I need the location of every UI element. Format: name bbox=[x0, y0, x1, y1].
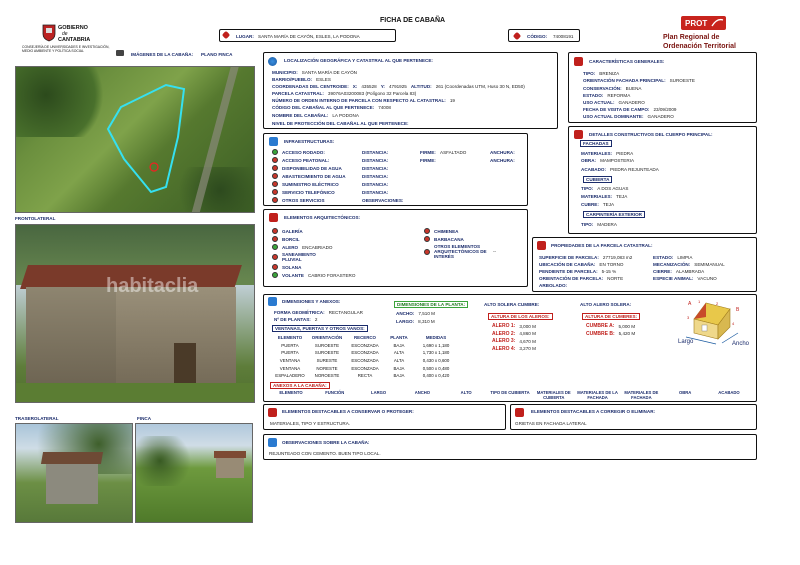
alturas-aleros-tag: ALTURA DE LOS ALEROS: bbox=[488, 313, 553, 320]
codigo-value: 74008191 bbox=[553, 33, 574, 39]
barrio-value: ESLES bbox=[316, 77, 331, 82]
arq-item bbox=[272, 244, 332, 250]
alero-row bbox=[492, 331, 536, 337]
status-dot-icon bbox=[272, 264, 278, 270]
infra-anchura-label: ANCHURA: bbox=[490, 158, 515, 163]
cubierta-tag: CUBIERTA bbox=[583, 176, 612, 183]
table-cell: VENTANA bbox=[279, 365, 301, 371]
table-cell: ALTA bbox=[393, 350, 405, 356]
gen-fecha-label: FECHA DE VISITA DE CAMPO: bbox=[583, 107, 650, 112]
table-cell: 1,690 x 1,180 bbox=[422, 342, 450, 348]
infra-distancia-label: DISTANCIA: bbox=[362, 158, 389, 163]
nivel-label: NIVEL DE PROTECCIÓN DEL CABAÑAL AL QUE PERTENECE: bbox=[272, 121, 409, 126]
corregir-title: ELEMENTOS DESTACABLES A CORREGIR O ELIMINAR: bbox=[531, 409, 656, 414]
traserolateral-label: TRASEROLATERAL bbox=[15, 416, 59, 421]
anexos-header-cell: ACABADO bbox=[718, 390, 740, 395]
barrio-label: BARRIO/PUEBLO: bbox=[272, 77, 313, 82]
plano-label: PLANO FINCA bbox=[201, 52, 233, 57]
constructivos-section bbox=[568, 126, 757, 234]
gen-orient-label: ORIENTACIÓN FACHADA PRINCIPAL: bbox=[583, 78, 666, 83]
alero-value: 4,670 M bbox=[519, 338, 536, 344]
infra-label: DISPONIBILIDAD DE AGUA bbox=[282, 165, 342, 171]
diag-label-a: A bbox=[688, 301, 692, 307]
fachadas-tag: FACHADAS bbox=[580, 140, 612, 147]
arquitectonicos-section bbox=[263, 209, 528, 287]
traserolateral-photo bbox=[15, 423, 133, 523]
arq-label: ALERO bbox=[282, 244, 299, 250]
gen-tipo-label: TIPO: bbox=[583, 71, 596, 76]
conservar-title: ELEMENTOS DESTACABLES A CONSERVAR O PROTEGER: bbox=[282, 409, 414, 414]
corregir-value: GRIETAS EN FACHADA LATERAL bbox=[515, 421, 587, 426]
infra-row bbox=[272, 149, 325, 155]
status-dot-icon bbox=[272, 149, 278, 155]
arq-value: CABRIO FORASTERO bbox=[307, 272, 356, 278]
observaciones-section bbox=[263, 434, 757, 460]
status-dot-icon bbox=[424, 249, 430, 255]
par-estado-label: ESTADO: bbox=[653, 255, 674, 260]
table-row bbox=[272, 349, 458, 357]
par-orient-value: NORTE bbox=[607, 276, 624, 281]
table-cell: BAJA bbox=[393, 365, 405, 371]
esp-label: ESPECIE ANIMAL: bbox=[653, 276, 694, 281]
infra-label: SUMINISTRO ELÉCTRICO bbox=[282, 181, 339, 187]
largo-value: 8,310 M bbox=[418, 319, 435, 324]
cub-mat-value: TEJA bbox=[616, 194, 628, 199]
lugar-label: LUGAR: bbox=[236, 33, 254, 39]
infra-row bbox=[272, 157, 329, 163]
table-cell: ALTA bbox=[393, 358, 405, 364]
alero-row bbox=[492, 346, 536, 352]
alero-label: ALERO 1: bbox=[492, 323, 516, 329]
table-cell: SURESTE bbox=[316, 358, 338, 364]
diag-ancho-label: Ancho bbox=[732, 341, 750, 347]
parcel-icon bbox=[537, 241, 546, 250]
gov-line3: CANTABRIA bbox=[58, 37, 91, 43]
table-header-cell: RECERCO bbox=[354, 335, 376, 341]
cierre-value: ALAMBRADA bbox=[675, 269, 705, 274]
solera-cumbre-label: ALTO SOLERA CUMBRE: bbox=[484, 302, 540, 307]
anexos-header-cell: MATERIALES DE FACHADA bbox=[624, 390, 659, 400]
gov-line2: de bbox=[62, 31, 68, 37]
coat-of-arms-icon bbox=[42, 24, 56, 42]
infra-row bbox=[272, 197, 325, 203]
diag-label-3: 3 bbox=[687, 315, 690, 320]
ancho-value: 7,510 M bbox=[418, 311, 435, 316]
gov-line1: GOBIERNO bbox=[58, 25, 88, 31]
codigo-box bbox=[508, 29, 580, 42]
largo-label: LARGO: bbox=[396, 319, 415, 324]
gen-cons-label: CONSERVACIÓN: bbox=[583, 86, 622, 91]
table-cell: ESPALADERO bbox=[275, 373, 305, 379]
par-orient-label: ORIENTACIÓN DE PARCELA: bbox=[539, 276, 604, 281]
prot-badge-text: PROT bbox=[685, 19, 708, 28]
table-cell: 1,730 x 1,180 bbox=[422, 350, 450, 356]
status-dot-icon bbox=[272, 244, 278, 250]
orden-value: 19 bbox=[449, 98, 455, 103]
localizacion-title: LOCALIZACIÓN GEOGRÁFICA Y CATASTRAL AL QUE PERTENECE: bbox=[284, 58, 433, 63]
infra-label: ACCESO RODADO: bbox=[282, 149, 325, 155]
gov-sub2: MEDIO AMBIENTE Y POLÍTICA SOCIAL bbox=[22, 49, 84, 53]
column-icon bbox=[269, 213, 278, 222]
gen-cons-value: BUENA bbox=[625, 86, 642, 91]
table-cell: SUROESTE bbox=[314, 350, 340, 356]
alero-label: ALERO 3: bbox=[492, 338, 516, 344]
dimplanta-tag: DIMENSIONES DE LA PLANTA: bbox=[394, 301, 468, 308]
status-dot-icon bbox=[272, 236, 278, 242]
status-dot-icon bbox=[272, 157, 278, 163]
arq-item bbox=[272, 264, 301, 270]
finca-label: FINCA bbox=[137, 416, 152, 421]
arq-label: SOLANA bbox=[282, 264, 302, 270]
table-cell: NOROESTE bbox=[314, 373, 340, 379]
table-cell: SUROESTE bbox=[314, 342, 340, 348]
corregir-section bbox=[510, 404, 757, 430]
carp-tipo-value: MADERA bbox=[597, 222, 617, 227]
fach-obra-label: OBRA: bbox=[581, 158, 597, 163]
warning-icon bbox=[515, 408, 524, 417]
gen-uso-label: USO ACTUAL: bbox=[583, 100, 615, 105]
alero-label: ALERO 4: bbox=[492, 345, 516, 352]
cierre-label: CIERRE: bbox=[653, 269, 672, 274]
alt-label: ALTITUD: bbox=[410, 84, 432, 89]
infra-row bbox=[272, 181, 339, 187]
status-dot-icon bbox=[272, 197, 278, 203]
parcela-label: PARCELA CATASTRAL: bbox=[272, 91, 324, 96]
nombre-value: LA PODONA bbox=[332, 113, 359, 118]
table-cell: 0,500 x 0,480 bbox=[422, 365, 450, 371]
alero-value: 4,860 M bbox=[519, 331, 536, 336]
table-row bbox=[272, 357, 458, 365]
municipio-value: SANTA MARÍA DE CAYÓN bbox=[301, 70, 358, 75]
x-value: 435528 bbox=[361, 84, 377, 89]
municipio-label: MUNICIPIO: bbox=[272, 70, 298, 75]
ancho-label: ANCHO: bbox=[396, 311, 415, 316]
road-icon bbox=[269, 137, 278, 146]
anexos-header-cell: OBRA bbox=[679, 390, 692, 395]
nombre-label: NOMBRE DEL CABAÑAL: bbox=[272, 113, 329, 118]
ruler-icon bbox=[268, 297, 277, 306]
arq-label: VOLANTE bbox=[282, 272, 304, 278]
world-icon bbox=[268, 57, 277, 66]
gen-orient-value: SUROESTE bbox=[669, 78, 695, 83]
fach-obra-value: MAMPOSTERIA bbox=[600, 158, 635, 163]
anexos-header-cell: MATERIALES DE LA FACHADA bbox=[577, 390, 618, 400]
arq-item bbox=[272, 236, 300, 242]
infra-label: ACCESO PEATONAL: bbox=[282, 157, 330, 163]
infra-row bbox=[272, 189, 335, 195]
status-dot-icon bbox=[272, 228, 278, 234]
anexos-header-cell: ALTO bbox=[460, 390, 472, 395]
lugar-value: SANTA MARÍA DE CAYÓN, ESLES, LA PODONA bbox=[258, 33, 360, 39]
plantas-label: Nº DE PLANTAS: bbox=[274, 317, 311, 322]
infra-title: INFRAESTRUCTURAS: bbox=[284, 139, 335, 144]
arq-label: BARBACANA bbox=[434, 236, 464, 242]
camera-icon bbox=[116, 50, 124, 56]
alero-row bbox=[492, 338, 536, 344]
fach-mat-value: PIEDRA bbox=[616, 151, 634, 156]
prot-swoosh-icon bbox=[711, 18, 724, 28]
codigo-label: CÓDIGO: bbox=[527, 33, 548, 39]
parcela-title: PROPIEDADES DE LA PARCELA CATASTRAL: bbox=[551, 243, 653, 248]
infra-distancia-label: OBSERVACIONES: bbox=[362, 198, 404, 203]
infra-label: OTROS SERVICIOS bbox=[282, 197, 325, 203]
anexos-tag: ANEXOS A LA CABAÑA: bbox=[270, 382, 330, 389]
gen-dom-label: USO ACTUAL DOMINANTE: bbox=[583, 114, 644, 119]
infra-distancia-label: DISTANCIA: bbox=[362, 190, 389, 195]
table-header-cell: ELEMENTO bbox=[277, 335, 303, 341]
cumbre-row bbox=[586, 331, 635, 337]
arquitectonicos-title: ELEMENTOS ARQUITECTÓNICOS: bbox=[284, 215, 361, 220]
infra-distancia-label: DISTANCIA: bbox=[362, 174, 389, 179]
gen-estado-label: ESTADO: bbox=[583, 93, 604, 98]
alero-label: ALERO 2: bbox=[492, 330, 516, 337]
table-cell: ESCONZADA bbox=[351, 342, 379, 348]
status-dot-icon bbox=[272, 189, 278, 195]
parcel-outline bbox=[16, 67, 255, 213]
x-label: X: bbox=[352, 84, 358, 89]
table-cell: ESCONZADA bbox=[351, 358, 379, 364]
arq-value: ENCABRIADO bbox=[302, 244, 333, 250]
orden-label: NÚMERO DE ORDEN INTERNO DE PARCELA CON RESPECTO AL CATASTRAL: bbox=[272, 98, 446, 103]
status-dot-icon bbox=[272, 272, 278, 278]
arq-item bbox=[424, 228, 459, 234]
y-label: Y: bbox=[380, 84, 385, 89]
status-dot-icon bbox=[272, 254, 278, 260]
alero-row bbox=[492, 323, 536, 329]
pend-label: PENDIENTE DE PARCELA: bbox=[539, 269, 598, 274]
arq-label: OTROS ELEMENTOS ARQUITECTÓNICOS DE INTERÉS bbox=[434, 244, 487, 259]
fach-acab-label: ACABADO: bbox=[581, 167, 607, 172]
parcela-section bbox=[532, 237, 757, 292]
diag-largo-label: Largo bbox=[678, 339, 694, 345]
dimensiones-title: DIMENSIONES Y ANEXOS: bbox=[282, 299, 341, 304]
diag-label-4: 4 bbox=[732, 321, 735, 326]
gen-tipo-value: BRENIZA bbox=[599, 71, 620, 76]
cub-tipo-value: A DOS AGUAS bbox=[597, 186, 629, 191]
gen-dom-value: GANADERO bbox=[647, 114, 674, 119]
carp-tipo-label: TIPO: bbox=[581, 222, 594, 227]
gov-logo bbox=[22, 24, 112, 54]
cumbre-value: 5,420 M bbox=[618, 331, 636, 336]
cub-cubre-label: CUBRE: bbox=[581, 202, 599, 207]
observaciones-title: OBSERVACIONES SOBRE LA CABAÑA: bbox=[282, 440, 370, 445]
frontolateral-label: FRONTOLATERAL bbox=[15, 216, 56, 221]
plantas-value: 2 bbox=[314, 317, 318, 322]
generales-title: CARACTERÍSTICAS GENERALES: bbox=[589, 59, 665, 64]
esp-value: VACUNO bbox=[697, 276, 717, 281]
generales-section bbox=[568, 52, 757, 123]
mec-label: MECANIZACIÓN: bbox=[653, 262, 691, 267]
sup-value: 27719,083 m2 bbox=[602, 255, 633, 260]
infra-label: ABASTECIMIENTO DE AGUA bbox=[282, 173, 346, 179]
conservar-section bbox=[263, 404, 506, 430]
arq-item bbox=[272, 272, 355, 278]
arq-value: -- bbox=[493, 249, 497, 254]
infra-firme-value: ASFALTADO bbox=[440, 150, 467, 155]
table-cell: 0,430 x 0,600 bbox=[422, 358, 450, 364]
infra-anchura-label: ANCHURA: bbox=[490, 150, 515, 155]
status-dot-icon bbox=[424, 228, 430, 234]
prot-line1: Plan Regional de bbox=[663, 34, 720, 41]
arq-label: BORCIL bbox=[282, 236, 300, 242]
coord-label: COORDENADAS DEL CENTROIDE: bbox=[272, 84, 349, 89]
table-header-cell: ORIENTACIÓN bbox=[311, 335, 343, 341]
table-cell: BAJA bbox=[393, 373, 405, 379]
diag-label-b: B bbox=[736, 307, 740, 313]
par-estado-value: LIMPIA bbox=[677, 255, 693, 260]
diag-label-2: 2 bbox=[716, 301, 719, 306]
shield-icon bbox=[268, 408, 277, 417]
infra-distancia-label: DISTANCIA: bbox=[362, 150, 389, 155]
table-row bbox=[272, 364, 458, 372]
codigo-cabanal-label: CÓDIGO DEL CABAÑAL AL QUE PERTENECE: bbox=[272, 105, 375, 110]
conservar-value: MATERIALES, TIPO Y ESTRUCTURA. bbox=[270, 421, 351, 426]
cumbre-label: CUMBRE A: bbox=[586, 323, 615, 329]
bricks-icon bbox=[574, 130, 583, 139]
status-dot-icon bbox=[272, 165, 278, 171]
anexos-header-cell: LARGO bbox=[371, 390, 387, 395]
table-cell: VENTANA bbox=[279, 358, 301, 364]
y-value: 4791925 bbox=[388, 84, 407, 89]
sup-label: SUPERFICIE DE PARCELA: bbox=[539, 255, 599, 260]
imagenes-label: IMÁGENES DE LA CABAÑA: bbox=[131, 52, 194, 57]
arb-label: ARBOLADO: bbox=[539, 283, 568, 288]
table-cell: PUERTA bbox=[281, 342, 299, 348]
observaciones-value: REJUNTEADO CON CEMENTO. BUEN TIPO LOCAL. bbox=[269, 451, 381, 456]
anexos-header-cell: ANCHO bbox=[414, 390, 431, 395]
infra-label: SERVICIO TELEFÓNICO bbox=[282, 189, 335, 195]
table-row bbox=[272, 372, 458, 380]
anexos-header-cell: FUNCIÓN bbox=[325, 390, 345, 395]
alturas-cumbres-tag: ALTURA DE CUMBRES: bbox=[582, 313, 640, 320]
gen-estado-value: REFORMA bbox=[607, 93, 631, 98]
house-dimensions-diagram bbox=[672, 297, 756, 347]
table-row bbox=[272, 342, 458, 350]
house-icon bbox=[574, 57, 583, 66]
mec-value: SEMIMANUAL bbox=[694, 262, 725, 267]
arq-label: SANEAMIENTO PLUVIAL bbox=[282, 252, 316, 262]
parcela-value: 39076A03200083 (Polígono 32 Parcela 83) bbox=[327, 91, 417, 96]
table-cell: 0,400 x 0,420 bbox=[422, 373, 450, 379]
cub-cubre-value: TEJA bbox=[602, 202, 615, 207]
infra-row bbox=[272, 173, 346, 179]
watermark: habitaclia bbox=[106, 275, 199, 297]
table-cell: BAJA bbox=[393, 342, 405, 348]
anexos-header-cell: TIPO DE CUBIERTA bbox=[490, 390, 530, 395]
infra-firme-label: FIRME: bbox=[420, 150, 436, 155]
anexos-header-cell: MATERIALES DE CUBIERTA bbox=[536, 390, 571, 400]
constructivos-title: DETALLES CONSTRUCTIVOS DEL CUERPO PRINCIPAL: bbox=[589, 132, 713, 137]
table-cell: ESCONZADA bbox=[351, 350, 379, 356]
prot-badge bbox=[681, 16, 726, 30]
alero-value: 3,000 M bbox=[519, 323, 536, 329]
gen-fecha-value: 23/09/2009 bbox=[653, 107, 677, 112]
prot-line2: Ordenación Territorial bbox=[663, 43, 736, 50]
infra-section bbox=[263, 133, 528, 206]
solera-alero-label: ALTO ALERO SOLERA: bbox=[580, 302, 632, 307]
frontolateral-photo bbox=[15, 224, 255, 403]
cumbre-value: 5,000 M bbox=[618, 323, 636, 329]
status-dot-icon bbox=[424, 236, 430, 242]
alt-value: 261 (Coordenadas UTM, Huso 30 N, ED50) bbox=[435, 84, 525, 89]
anexos-header-cell: ELEMENTO bbox=[279, 390, 303, 395]
fach-mat-label: MATERIALES: bbox=[581, 151, 613, 156]
finca-photo bbox=[135, 423, 253, 523]
arq-item bbox=[424, 244, 496, 259]
table-cell: ESCONZADA bbox=[351, 365, 379, 371]
status-dot-icon bbox=[272, 181, 278, 187]
table-cell: RECTA bbox=[357, 373, 373, 379]
tag-icon bbox=[222, 30, 230, 38]
table-header-cell: PLANTA bbox=[390, 335, 408, 341]
arq-label: GALERÍA bbox=[282, 228, 303, 234]
arq-item bbox=[272, 252, 322, 262]
table-cell: NORESTE bbox=[316, 365, 338, 371]
localizacion-section bbox=[263, 52, 558, 129]
geom-label: FORMA GEOMÉTRICA: bbox=[274, 310, 325, 315]
arq-item bbox=[272, 228, 303, 234]
ubic-label: UBICACIÓN DE CABAÑA: bbox=[539, 262, 596, 267]
cub-tipo-label: TIPO: bbox=[581, 186, 594, 191]
cub-mat-label: MATERIALES: bbox=[581, 194, 613, 199]
gov-sub1: CONSEJERÍA DE UNIVERSIDADES E INVESTIGACIÓN, bbox=[22, 45, 110, 49]
cumbre-label: CUMBRE B: bbox=[586, 330, 615, 337]
arq-item bbox=[424, 236, 464, 242]
geom-value: RECTANGULAR bbox=[328, 310, 363, 315]
table-cell: PUERTA bbox=[281, 350, 299, 356]
infra-firme-label: FIRME: bbox=[420, 158, 436, 163]
infra-distancia-label: DISTANCIA: bbox=[362, 182, 389, 187]
arq-label: CHIMENEA bbox=[434, 228, 459, 234]
lugar-box bbox=[219, 29, 396, 42]
cumbre-row bbox=[586, 323, 635, 329]
ubic-value: EN TORNO bbox=[599, 262, 624, 267]
diag-label-1: 1 bbox=[698, 299, 701, 304]
codigo-cabanal-value: 74008 bbox=[378, 105, 391, 110]
carpinteria-tag: CARPINTERÍA EXTERIOR bbox=[583, 211, 645, 218]
infra-row bbox=[272, 165, 342, 171]
table-header-cell: MEDIDAS bbox=[425, 335, 447, 341]
page-title: FICHA DE CABAÑA bbox=[380, 17, 446, 24]
pend-value: 5-15 % bbox=[601, 269, 617, 274]
fach-acab-value: PIEDRA REJUNTEADA bbox=[610, 167, 659, 172]
ventanas-tag: VENTANAS, PUERTAS Y OTROS VANOS: bbox=[272, 325, 368, 332]
infra-distancia-label: DISTANCIA: bbox=[362, 166, 389, 171]
status-dot-icon bbox=[272, 173, 278, 179]
aerial-map-photo bbox=[15, 66, 255, 213]
gen-uso-value: GANADERO bbox=[618, 100, 645, 105]
tag-icon bbox=[513, 32, 521, 40]
dimensiones-section bbox=[263, 294, 757, 402]
alero-value: 3,270 M bbox=[519, 346, 536, 351]
pencil-icon bbox=[268, 438, 277, 447]
ventanas-table bbox=[272, 334, 458, 380]
